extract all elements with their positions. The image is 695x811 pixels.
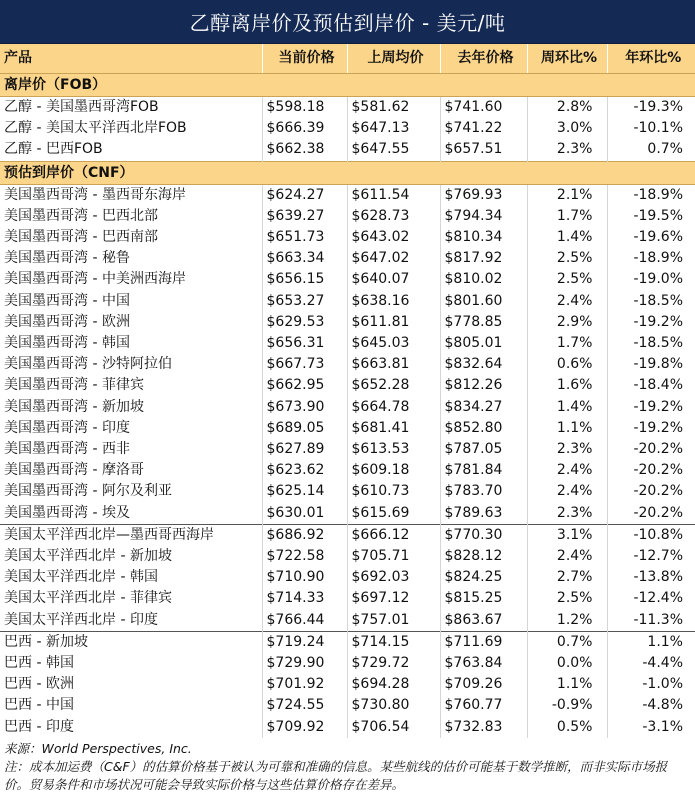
cell-current-price: $656.15 [262, 269, 347, 290]
table-row [0, 674, 695, 695]
cell-last-week-avg: $640.07 [347, 269, 440, 290]
table-body [0, 74, 695, 738]
cell-product: 美国墨西哥湾 - 摩洛哥 [4, 462, 144, 479]
cell-last-week-avg: $706.54 [347, 717, 440, 738]
table-row [0, 460, 695, 481]
table-row [0, 291, 695, 312]
cell-wow-pct: 2.4% [527, 291, 607, 312]
cell-current-price: $662.38 [262, 139, 347, 161]
table-row [0, 269, 695, 290]
cell-last-year-price: $787.05 [440, 439, 527, 460]
cell-last-year-price: $828.12 [440, 546, 527, 567]
cell-last-year-price: $834.27 [440, 397, 527, 418]
cell-wow-pct: 2.4% [527, 460, 607, 481]
cell-current-price: $719.24 [262, 631, 347, 653]
cell-last-year-price: $760.77 [440, 695, 527, 716]
section-label: 离岸价（FOB） [0, 74, 695, 97]
table-row [0, 139, 695, 161]
cell-last-week-avg: $613.53 [347, 439, 440, 460]
section-label: 预估到岸价（CNF） [0, 161, 695, 184]
table-row [0, 312, 695, 333]
cell-product: 美国墨西哥湾 - 印度 [4, 419, 130, 436]
cell-last-year-price: $810.02 [440, 269, 527, 290]
table-row [0, 717, 695, 738]
cell-current-price: $722.58 [262, 546, 347, 567]
cell-current-price: $666.39 [262, 118, 347, 139]
cell-yoy-pct: -19.6% [607, 227, 695, 248]
cell-last-year-price: $732.83 [440, 717, 527, 738]
cell-product: 乙醇 - 巴西FOB [4, 141, 103, 158]
table-row [0, 333, 695, 354]
cell-current-price: $686.92 [262, 524, 347, 546]
cell-wow-pct: -0.9% [527, 695, 607, 716]
price-table [0, 44, 695, 738]
cell-product: 乙醇 - 美国墨西哥湾FOB [4, 99, 159, 115]
cell-last-year-price: $711.69 [440, 631, 527, 653]
cell-product: 美国墨西哥湾 - 新加坡 [4, 398, 144, 415]
cell-current-price: $627.89 [262, 439, 347, 460]
cell-wow-pct: 2.3% [527, 139, 607, 161]
cell-yoy-pct: -12.7% [607, 546, 695, 567]
cell-last-week-avg: $694.28 [347, 674, 440, 695]
cell-yoy-pct: -18.5% [607, 291, 695, 312]
cell-current-price: $598.18 [262, 97, 347, 119]
cell-product: 美国太平洋西北岸 - 新加坡 [4, 548, 172, 565]
cell-last-year-price: $770.30 [440, 524, 527, 546]
cell-yoy-pct: 0.7% [607, 139, 695, 161]
cell-yoy-pct: -4.4% [607, 653, 695, 674]
cell-yoy-pct: -19.2% [607, 418, 695, 439]
cell-product: 美国墨西哥湾 - 菲律宾 [4, 377, 144, 394]
cell-current-price: $766.44 [262, 610, 347, 632]
cell-current-price: $663.34 [262, 248, 347, 269]
col-header-current-price: 当前价格 [262, 44, 347, 74]
cell-wow-pct: 2.4% [527, 481, 607, 502]
cell-last-year-price: $812.26 [440, 375, 527, 396]
cell-last-year-price: $815.25 [440, 588, 527, 609]
cell-yoy-pct: -10.8% [607, 524, 695, 546]
cell-yoy-pct: -20.2% [607, 439, 695, 460]
cell-current-price: $662.95 [262, 375, 347, 396]
cell-current-price: $689.05 [262, 418, 347, 439]
cell-last-week-avg: $610.73 [347, 481, 440, 502]
footer-note: 注：成本加运费（C&F）的估算价格基于被认为可靠和准确的信息。某些航线的估价可能基于数学推断，而非实际市场报价。贸易条件和市场状况可能会导致实际价格与这些估算价格存在差异。 [4, 758, 668, 792]
cell-current-price: $630.01 [262, 503, 347, 525]
cell-last-year-price: $801.60 [440, 291, 527, 312]
cell-product: 美国墨西哥湾 - 沙特阿拉伯 [4, 356, 172, 373]
cell-current-price: $653.27 [262, 291, 347, 312]
cell-yoy-pct: -20.2% [607, 460, 695, 481]
cell-wow-pct: 2.9% [527, 312, 607, 333]
cell-current-price: $629.53 [262, 312, 347, 333]
cell-yoy-pct: -12.4% [607, 588, 695, 609]
table-row [0, 397, 695, 418]
cell-yoy-pct: -3.1% [607, 717, 695, 738]
cell-yoy-pct: 1.1% [607, 631, 695, 653]
cell-product: 美国墨西哥湾 - 阿尔及利亚 [4, 483, 172, 500]
cell-wow-pct: 3.1% [527, 524, 607, 546]
cell-yoy-pct: -1.0% [607, 674, 695, 695]
footer-source: 来源：World Perspectives, Inc. [4, 740, 192, 756]
cell-last-week-avg: $643.02 [347, 227, 440, 248]
cell-last-week-avg: $615.69 [347, 503, 440, 525]
table-row [0, 418, 695, 439]
cell-last-year-price: $763.84 [440, 653, 527, 674]
cell-wow-pct: 2.5% [527, 588, 607, 609]
cell-last-year-price: $789.63 [440, 503, 527, 525]
cell-product: 美国墨西哥湾 - 巴西北部 [4, 207, 158, 224]
cell-product: 美国墨西哥湾 - 秘鲁 [4, 250, 130, 267]
cell-wow-pct: 0.7% [527, 631, 607, 653]
cell-last-year-price: $781.84 [440, 460, 527, 481]
cell-wow-pct: 1.1% [527, 418, 607, 439]
table-row [0, 653, 695, 674]
table-row [0, 503, 695, 525]
cell-product: 巴西 - 韩国 [4, 655, 74, 672]
cell-last-week-avg: $729.72 [347, 653, 440, 674]
cell-last-week-avg: $638.16 [347, 291, 440, 312]
cell-yoy-pct: -4.8% [607, 695, 695, 716]
cell-last-year-price: $741.22 [440, 118, 527, 139]
table-row [0, 588, 695, 609]
cell-product: 美国墨西哥湾 - 中美洲西海岸 [4, 271, 186, 288]
cell-yoy-pct: -18.4% [607, 375, 695, 396]
cell-product: 美国墨西哥湾 - 墨西哥东海岸 [4, 186, 186, 203]
cell-wow-pct: 1.4% [527, 397, 607, 418]
cell-last-week-avg: $681.41 [347, 418, 440, 439]
cell-last-year-price: $810.34 [440, 227, 527, 248]
cell-last-week-avg: $757.01 [347, 610, 440, 632]
table-row [0, 206, 695, 227]
table-row [0, 439, 695, 460]
cell-last-year-price: $817.92 [440, 248, 527, 269]
cell-last-year-price: $769.93 [440, 184, 527, 206]
cell-current-price: $710.90 [262, 567, 347, 588]
cell-yoy-pct: -20.2% [607, 503, 695, 525]
cell-product: 美国太平洋西北岸 - 韩国 [4, 569, 158, 586]
cell-last-week-avg: $730.80 [347, 695, 440, 716]
cell-wow-pct: 2.3% [527, 503, 607, 525]
col-header-last-year-price: 去年价格 [440, 44, 527, 74]
cell-wow-pct: 3.0% [527, 118, 607, 139]
cell-product: 美国太平洋西北岸—墨西哥西海岸 [0, 524, 262, 546]
cell-yoy-pct: -19.0% [607, 269, 695, 290]
cell-yoy-pct: -13.8% [607, 567, 695, 588]
cell-wow-pct: 2.1% [527, 184, 607, 206]
table-row [0, 610, 695, 632]
cell-last-week-avg: $647.02 [347, 248, 440, 269]
cell-last-week-avg: $647.55 [347, 139, 440, 161]
table-row [0, 227, 695, 248]
cell-product: 美国墨西哥湾 - 西非 [4, 441, 130, 458]
cell-wow-pct: 1.1% [527, 674, 607, 695]
table-row [0, 118, 695, 139]
cell-last-week-avg: $705.71 [347, 546, 440, 567]
cell-wow-pct: 1.7% [527, 206, 607, 227]
cell-wow-pct: 2.5% [527, 248, 607, 269]
cell-yoy-pct: -18.9% [607, 184, 695, 206]
cell-wow-pct: 0.0% [527, 653, 607, 674]
table-row [0, 546, 695, 567]
table-row [0, 695, 695, 716]
cell-last-year-price: $832.64 [440, 354, 527, 375]
cell-current-price: $656.31 [262, 333, 347, 354]
cell-current-price: $729.90 [262, 653, 347, 674]
cell-last-year-price: $824.25 [440, 567, 527, 588]
cell-product: 巴西 - 中国 [4, 697, 74, 714]
cell-last-year-price: $852.80 [440, 418, 527, 439]
cell-last-year-price: $778.85 [440, 312, 527, 333]
cell-product: 美国太平洋西北岸 - 菲律宾 [4, 590, 172, 607]
cell-yoy-pct: -10.1% [607, 118, 695, 139]
cell-product: 美国墨西哥湾 - 韩国 [4, 335, 130, 352]
table-row [0, 481, 695, 502]
cell-last-week-avg: $611.54 [347, 184, 440, 206]
table-row [0, 631, 695, 653]
col-header-last-week-avg: 上周均价 [347, 44, 440, 74]
cell-last-week-avg: $666.12 [347, 524, 440, 546]
cell-yoy-pct: -18.5% [607, 333, 695, 354]
table-row [0, 567, 695, 588]
cell-current-price: $667.73 [262, 354, 347, 375]
cell-yoy-pct: -19.2% [607, 397, 695, 418]
cell-product: 美国墨西哥湾 - 巴西南部 [4, 229, 158, 246]
cell-last-week-avg: $692.03 [347, 567, 440, 588]
cell-yoy-pct: -20.2% [607, 481, 695, 502]
cell-wow-pct: 1.4% [527, 227, 607, 248]
cell-yoy-pct: -18.9% [607, 248, 695, 269]
cell-current-price: $624.27 [262, 184, 347, 206]
cell-yoy-pct: -19.2% [607, 312, 695, 333]
cell-last-year-price: $863.67 [440, 610, 527, 632]
cell-yoy-pct: -19.8% [607, 354, 695, 375]
cell-current-price: $651.73 [262, 227, 347, 248]
cell-wow-pct: 0.6% [527, 354, 607, 375]
cell-product: 美国墨西哥湾 - 埃及 [4, 504, 130, 521]
cell-current-price: $724.55 [262, 695, 347, 716]
cell-wow-pct: 2.5% [527, 269, 607, 290]
table-row [0, 97, 695, 119]
cell-current-price: $709.92 [262, 717, 347, 738]
cell-wow-pct: 0.5% [527, 717, 607, 738]
table-row [0, 184, 695, 206]
section-header-row [0, 161, 695, 184]
cell-last-week-avg: $581.62 [347, 97, 440, 119]
cell-last-week-avg: $714.15 [347, 631, 440, 653]
cell-product: 美国太平洋西北岸 - 印度 [4, 611, 158, 628]
table-row [0, 354, 695, 375]
cell-last-week-avg: $663.81 [347, 354, 440, 375]
table-header-row [0, 44, 695, 74]
cell-last-year-price: $783.70 [440, 481, 527, 502]
cell-current-price: $701.92 [262, 674, 347, 695]
cell-current-price: $673.90 [262, 397, 347, 418]
cell-wow-pct: 1.7% [527, 333, 607, 354]
cell-product: 乙醇 - 美国太平洋西北岸FOB [4, 120, 187, 137]
cell-product: 美国墨西哥湾 - 中国 [4, 292, 130, 309]
cell-last-week-avg: $652.28 [347, 375, 440, 396]
cell-last-year-price: $741.60 [440, 97, 527, 119]
cell-last-year-price: $709.26 [440, 674, 527, 695]
footer [0, 738, 695, 794]
report-title: 乙醇离岸价及预估到岸价 - 美元/吨 [0, 0, 695, 44]
col-header-product: 产品 [0, 44, 262, 74]
cell-yoy-pct: -11.3% [607, 610, 695, 632]
table-row [0, 248, 695, 269]
cell-product: 巴西 - 新加坡 [0, 631, 262, 653]
cell-wow-pct: 2.3% [527, 439, 607, 460]
cell-last-year-price: $794.34 [440, 206, 527, 227]
cell-current-price: $639.27 [262, 206, 347, 227]
cell-yoy-pct: -19.5% [607, 206, 695, 227]
cell-last-week-avg: $611.81 [347, 312, 440, 333]
table-row [0, 375, 695, 396]
cell-product: 巴西 - 欧洲 [4, 676, 74, 693]
cell-current-price: $625.14 [262, 481, 347, 502]
cell-last-week-avg: $647.13 [347, 118, 440, 139]
cell-current-price: $714.33 [262, 588, 347, 609]
cell-last-week-avg: $664.78 [347, 397, 440, 418]
cell-last-week-avg: $609.18 [347, 460, 440, 481]
cell-last-week-avg: $697.12 [347, 588, 440, 609]
cell-yoy-pct: -19.3% [607, 97, 695, 119]
cell-last-week-avg: $628.73 [347, 206, 440, 227]
cell-wow-pct: 2.8% [527, 97, 607, 119]
cell-wow-pct: 1.6% [527, 375, 607, 396]
cell-last-year-price: $805.01 [440, 333, 527, 354]
cell-wow-pct: 2.4% [527, 546, 607, 567]
table-row [0, 524, 695, 546]
section-header-row [0, 74, 695, 97]
cell-wow-pct: 1.2% [527, 610, 607, 632]
col-header-wow-pct: 周环比% [527, 44, 607, 74]
cell-current-price: $623.62 [262, 460, 347, 481]
cell-last-year-price: $657.51 [440, 139, 527, 161]
cell-product: 巴西 - 印度 [4, 718, 74, 735]
col-header-yoy-pct: 年环比% [607, 44, 695, 74]
cell-product: 美国墨西哥湾 - 欧洲 [4, 313, 130, 330]
cell-last-week-avg: $645.03 [347, 333, 440, 354]
cell-wow-pct: 2.7% [527, 567, 607, 588]
